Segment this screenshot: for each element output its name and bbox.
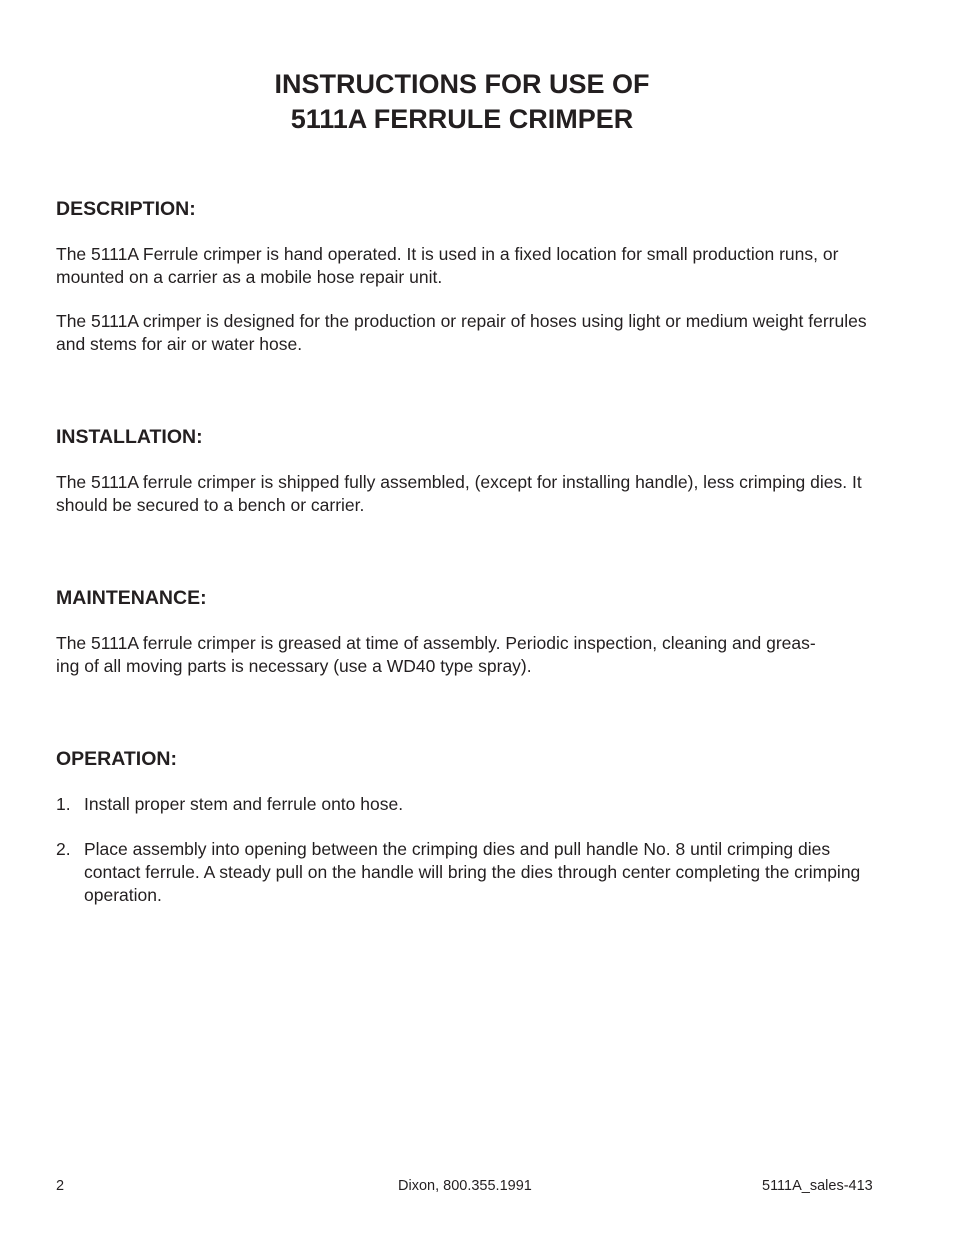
description-paragraph-1: The 5111A Ferrule crimper is hand operated. It is used in a fixed location for small production runs, or mounted on a carrier as a mobile hose repair unit. (56, 244, 839, 287)
maintenance-heading: MAINTENANCE: (56, 587, 207, 609)
maintenance-paragraph-line-2: ing of all moving parts is necessary (use a WD40 type spray). (56, 656, 532, 676)
maintenance-paragraph-line-1: The 5111A ferrule crimper is greased at time of assembly. Periodic inspection, cleaning and greas- (56, 633, 816, 653)
footer-document-code: 5111A_sales-413 (762, 1178, 873, 1194)
description-heading: DESCRIPTION: (56, 198, 196, 220)
installation-heading: INSTALLATION: (56, 426, 203, 448)
operation-step-number: 1. (56, 794, 71, 814)
page-title-line-1: INSTRUCTIONS FOR USE OF (274, 69, 650, 99)
operation-step-text: Place assembly into opening between the crimping dies and pull handle No. 8 until crimping dies contact ferrule. A steady pull on the handle will bring the dies through center completing the crimping operation. (84, 839, 861, 905)
maintenance-paragraph (56, 632, 876, 678)
footer-contact: Dixon, 800.355.1991 (398, 1178, 532, 1194)
operation-step (56, 793, 876, 816)
page-title (0, 67, 924, 137)
operation-step-number: 2. (56, 839, 71, 859)
operation-step-text: Install proper stem and ferrule onto hose. (84, 794, 404, 814)
operation-heading: OPERATION: (56, 748, 177, 770)
footer-page-number: 2 (56, 1178, 65, 1194)
operation-step (56, 838, 876, 907)
installation-paragraph: The 5111A ferrule crimper is shipped fully assembled, (except for installing handle), less crimping dies. It should be secured to a bench or carrier. (56, 472, 862, 515)
page-title-line-2: 5111A FERRULE CRIMPER (290, 104, 634, 134)
description-paragraph-2: The 5111A crimper is designed for the production or repair of hoses using light or medium weight ferrules and stems for air or water hose. (56, 311, 867, 354)
